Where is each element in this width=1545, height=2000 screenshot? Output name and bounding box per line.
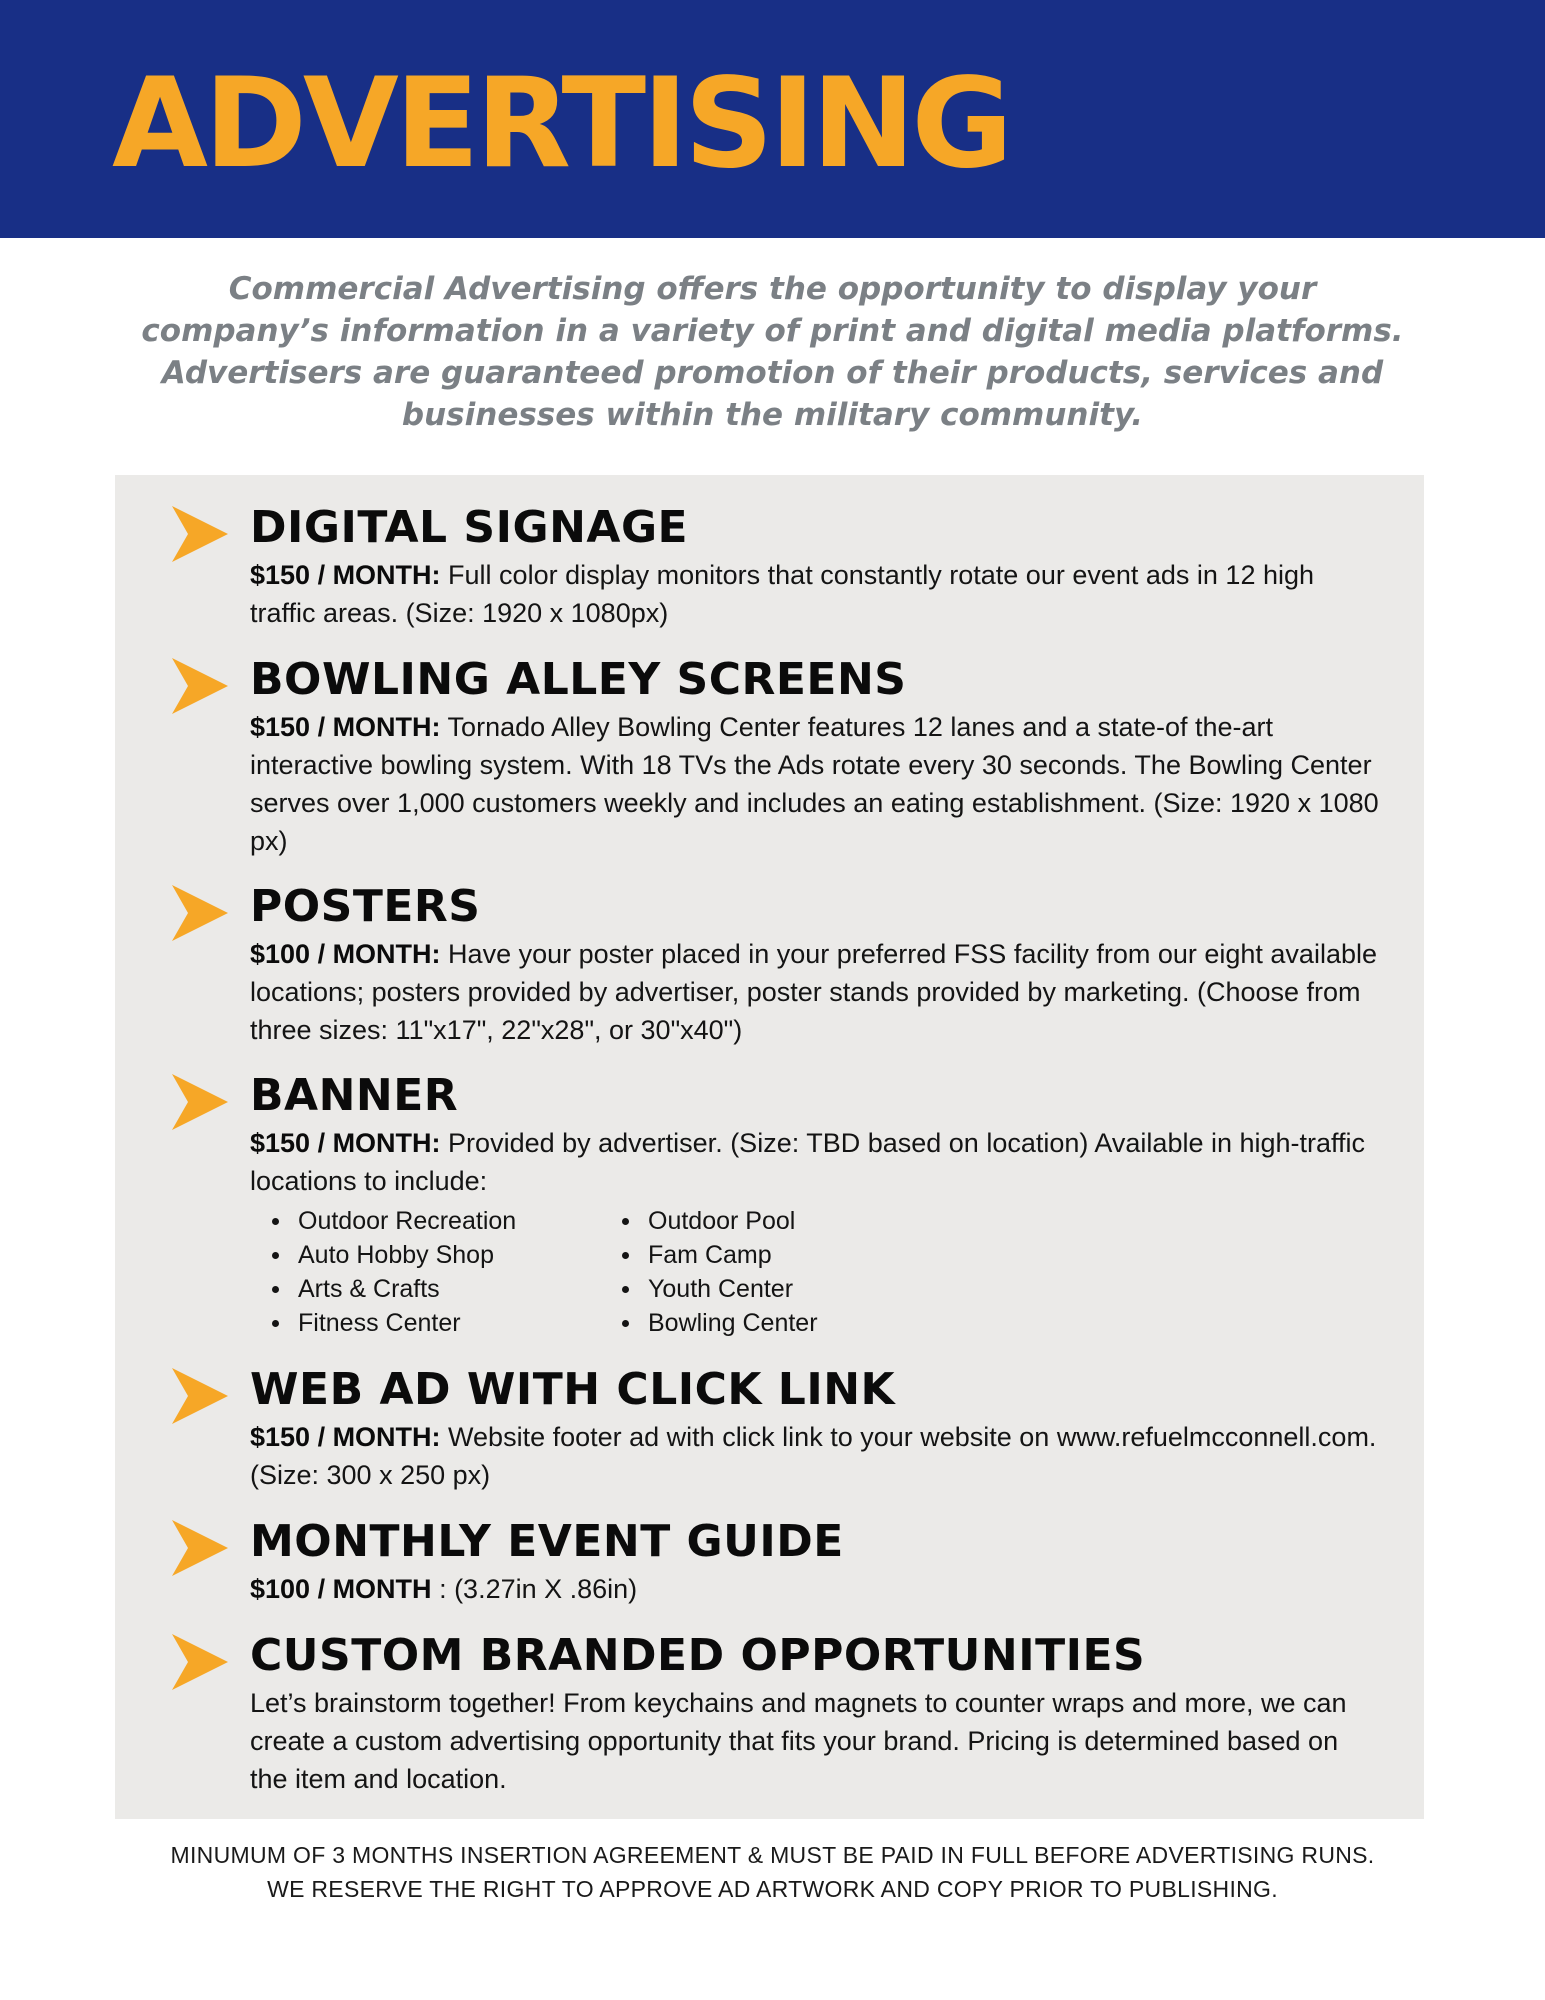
section-description — [250, 556, 1380, 632]
section-title: BANNER — [250, 1070, 459, 1121]
section-body: : (3.27in X .86in) — [431, 1574, 638, 1604]
list-item: Arts & Crafts — [268, 1272, 618, 1306]
list-item: Fam Camp — [618, 1238, 818, 1272]
section-title: MONTHLY EVENT GUIDE — [250, 1516, 844, 1567]
intro-text: Commercial Advertising offers the opportunity to display your company’s information in a variety of print and digital media platforms. Advertisers are guaranteed promotion of their products, services and businesses within the military community. — [141, 271, 1404, 433]
section-description: Let’s brainstorm together! From keychains and magnets to counter wraps and more, we can create a custom advertising opportunity that fits your brand. Pricing is determined based on the item and location. — [250, 1688, 1347, 1794]
section-posters — [250, 879, 1380, 1049]
section-web-ad — [250, 1362, 1380, 1494]
chevron-right-icon — [170, 656, 230, 716]
section-title: POSTERS — [250, 881, 481, 932]
section-description — [250, 1124, 1380, 1200]
banner-locations — [268, 1204, 1380, 1340]
list-item: Bowling Center — [618, 1306, 818, 1340]
section-title: WEB AD WITH CLICK LINK — [250, 1364, 896, 1415]
section-body: Have your poster placed in your preferred FSS facility from our eight available locations; posters provided by advertiser, poster stands provided by marketing. (Choose from three sizes: 11"x17", 22"x28", or 30"x40") — [250, 939, 1377, 1045]
section-price: $150 / MONTH: — [250, 712, 441, 742]
section-custom-branded — [250, 1628, 1380, 1798]
chevron-right-icon — [170, 1632, 230, 1692]
locations-list-right — [618, 1204, 818, 1340]
chevron-right-icon — [170, 1366, 230, 1426]
section-description — [250, 1570, 1380, 1608]
chevron-right-icon — [170, 883, 230, 943]
list-item: Outdoor Recreation — [268, 1204, 618, 1238]
section-body: Tornado Alley Bowling Center features 12 lanes and a state-of the-art interactive bowling system. With 18 TVs the Ads rotate every 30 seconds. The Bowling Center serves over 1,000 customers weekly and includes an eating establishment. (Size: 1920 x 1080 px) — [250, 712, 1379, 856]
section-description — [250, 708, 1380, 860]
section-title: CUSTOM BRANDED OPPORTUNITIES — [250, 1630, 1146, 1681]
section-banner — [250, 1068, 1380, 1340]
footer-line-1: MINUMUM OF 3 MONTHS INSERTION AGREEMENT & MUST BE PAID IN FULL BEFORE ADVERTISING RUNS. — [170, 1842, 1375, 1868]
page-title: ADVERTISING — [112, 52, 1010, 196]
chevron-right-icon — [170, 504, 230, 564]
locations-list-left — [268, 1204, 618, 1340]
header-banner — [0, 0, 1545, 238]
section-body: Website footer ad with click link to your website on www.refuelmcconnell.com. (Size: 300 x 250 px) — [250, 1422, 1377, 1490]
list-item: Outdoor Pool — [618, 1204, 818, 1238]
list-item: Auto Hobby Shop — [268, 1238, 618, 1272]
section-price: $100 / MONTH — [250, 1574, 432, 1604]
footer-disclaimer — [40, 1838, 1505, 1906]
section-price: $150 / MONTH: — [250, 1422, 441, 1452]
section-description — [250, 1418, 1380, 1494]
section-monthly-event-guide — [250, 1514, 1380, 1608]
section-title: BOWLING ALLEY SCREENS — [250, 654, 907, 705]
footer-line-2: WE RESERVE THE RIGHT TO APPROVE AD ARTWORK AND COPY PRIOR TO PUBLISHING. — [267, 1876, 1278, 1902]
chevron-right-icon — [170, 1518, 230, 1578]
chevron-right-icon — [170, 1072, 230, 1132]
section-price: $100 / MONTH: — [250, 939, 441, 969]
section-body: Provided by advertiser. (Size: TBD based on location) Available in high-traffic locations to include: — [250, 1128, 1366, 1196]
list-item: Youth Center — [618, 1272, 818, 1306]
section-title: DIGITAL SIGNAGE — [250, 502, 689, 553]
section-body: Full color display monitors that constantly rotate our event ads in 12 high traffic areas. (Size: 1920 x 1080px) — [250, 560, 1315, 628]
section-description — [250, 935, 1380, 1049]
section-price: $150 / MONTH: — [250, 1128, 441, 1158]
list-item: Fitness Center — [268, 1306, 618, 1340]
section-bowling-alley-screens — [250, 652, 1380, 860]
section-price: $150 / MONTH: — [250, 560, 441, 590]
section-digital-signage — [250, 500, 1380, 632]
